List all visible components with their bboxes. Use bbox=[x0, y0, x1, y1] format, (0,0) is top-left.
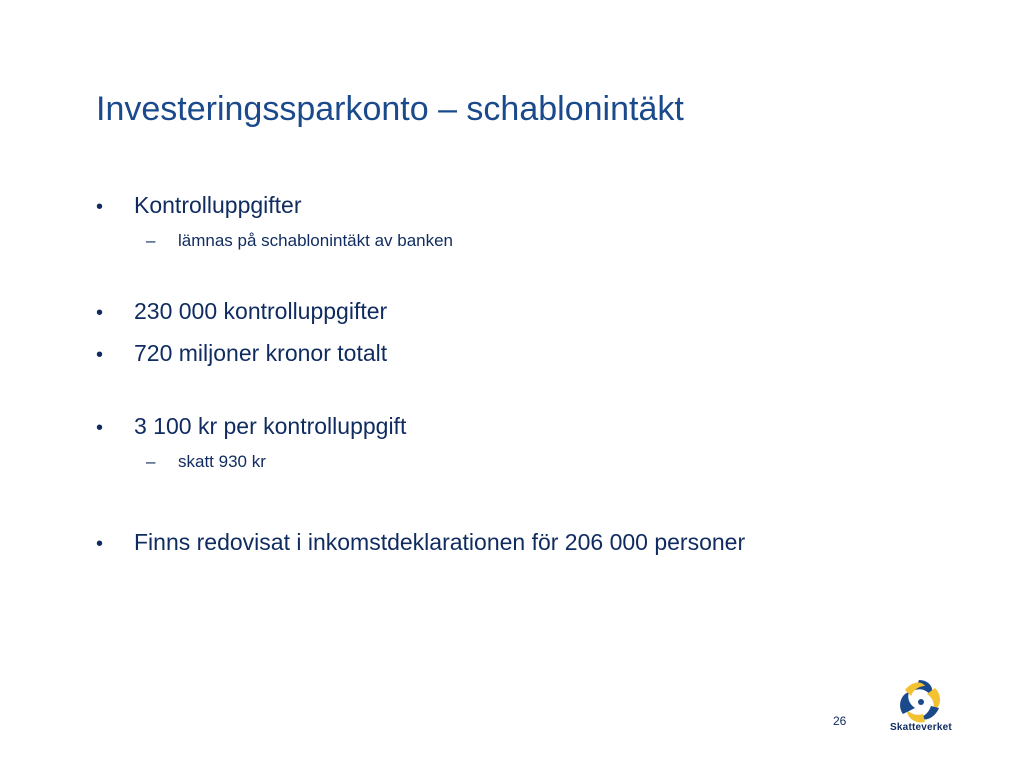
page-number: 26 bbox=[833, 714, 847, 728]
bullet-text: 3 100 kr per kontrolluppgift bbox=[134, 413, 407, 439]
bullet-text: 720 miljoner kronor totalt bbox=[134, 340, 388, 366]
bullet-marker: • bbox=[96, 417, 104, 439]
sub-bullet-item bbox=[146, 230, 453, 252]
bullet-item bbox=[96, 191, 302, 221]
sub-bullet-text: lämnas på schablonintäkt av banken bbox=[178, 231, 454, 250]
slide-title: Investeringssparkonto – schablonintäkt bbox=[96, 90, 684, 128]
bullet-text: Finns redovisat i inkomstdeklarationen för 206 000 personer bbox=[134, 529, 746, 555]
sub-bullet-text: skatt 930 kr bbox=[178, 452, 266, 471]
bullet-text: 230 000 kontrolluppgifter bbox=[134, 298, 388, 324]
bullet-item bbox=[96, 528, 745, 558]
sub-bullet-item bbox=[146, 451, 266, 473]
bullet-marker: • bbox=[96, 533, 104, 555]
bullet-item bbox=[96, 339, 387, 369]
bullet-item bbox=[96, 412, 406, 442]
dash-marker: – bbox=[146, 231, 156, 250]
bullet-text: Kontrolluppgifter bbox=[134, 192, 302, 218]
bullet-marker: • bbox=[96, 344, 104, 366]
logo-text: Skatteverket bbox=[890, 722, 952, 733]
bullet-marker: • bbox=[96, 302, 104, 324]
bullet-item bbox=[96, 297, 387, 327]
dash-marker: – bbox=[146, 452, 156, 471]
bullet-marker: • bbox=[96, 196, 104, 218]
